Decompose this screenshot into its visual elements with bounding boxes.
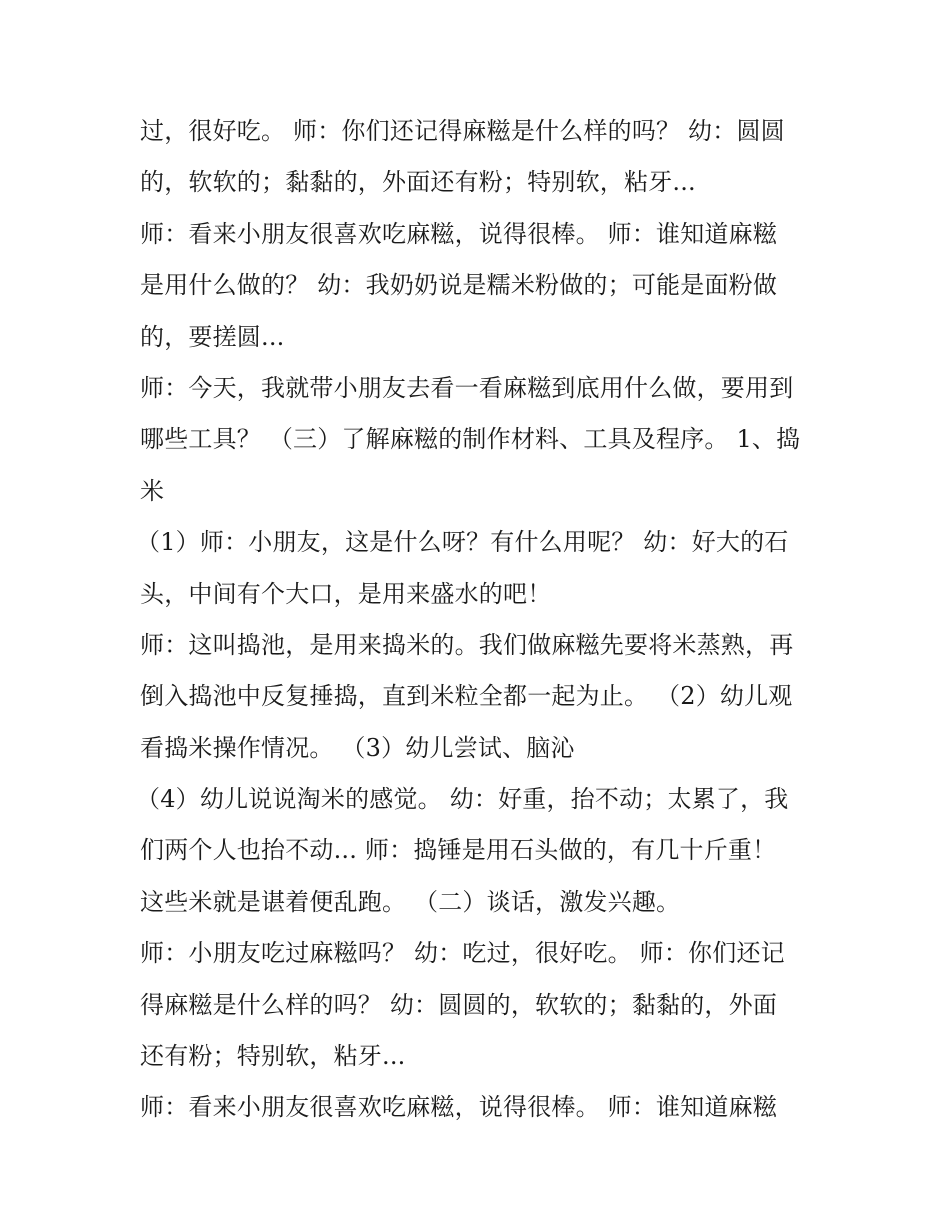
text-line: （1）师：小朋友，这是什么呀？有什么用呢？ 幼：好大的石 (136, 528, 789, 557)
text-line: 师：这叫捣池，是用来捣米的。我们做麻糍先要将米蒸熟，再 (140, 630, 794, 659)
text-line: 得麻糍是什么样的吗？ 幼：圆圆的，软软的；黏黏的，外面 (140, 990, 778, 1019)
text-line: 师：今天，我就带小朋友去看一看麻糍到底用什么做，要用到 (140, 373, 794, 402)
text-line: （4）幼儿说说淘米的感觉。 幼：好重，抬不动；太累了，我 (136, 785, 789, 814)
body-text (136, 106, 830, 1134)
text-line: 的，要搓圆... (140, 322, 285, 351)
text-line: 还有粉；特别软，粘牙... (140, 1042, 406, 1071)
text-line: 的，软软的；黏黏的，外面还有粉；特别软，粘牙... (140, 168, 696, 197)
text-line: 们两个人也抬不动... 师：捣锤是用石头做的，有几十斤重！ (140, 836, 777, 865)
text-line: 师：小朋友吃过麻糍吗？ 幼：吃过，很好吃。 师：你们还记 (140, 939, 785, 968)
text-line: 师：看来小朋友很喜欢吃麻糍，说得很棒。 师：谁知道麻糍 (140, 1093, 778, 1122)
text-line: 头，中间有个大口，是用来盛水的吧！ (140, 579, 552, 608)
text-line: 看捣米操作情况。 （3）幼儿尝试、脑沁 (140, 733, 575, 762)
text-line: 师：看来小朋友很喜欢吃麻糍，说得很棒。 师：谁知道麻糍 (140, 219, 778, 248)
text-line: 这些米就是谌着便乱跑。 （二）谈话，激发兴趣。 (140, 887, 681, 916)
text-line: 倒入捣池中反复捶捣，直到米粒全都一起为止。 （2）幼儿观 (140, 682, 793, 711)
text-line: 是用什么做的？ 幼：我奶奶说是糯米粉做的；可能是面粉做 (140, 271, 778, 300)
text-line: 过，很好吃。 师：你们还记得麻糍是什么样的吗？ 幼：圆圆 (140, 117, 785, 145)
text-line: 哪些工具？ （三）了解麻糍的制作材料、工具及程序。 1、捣 (140, 425, 801, 454)
text-line: 米 (140, 476, 165, 505)
